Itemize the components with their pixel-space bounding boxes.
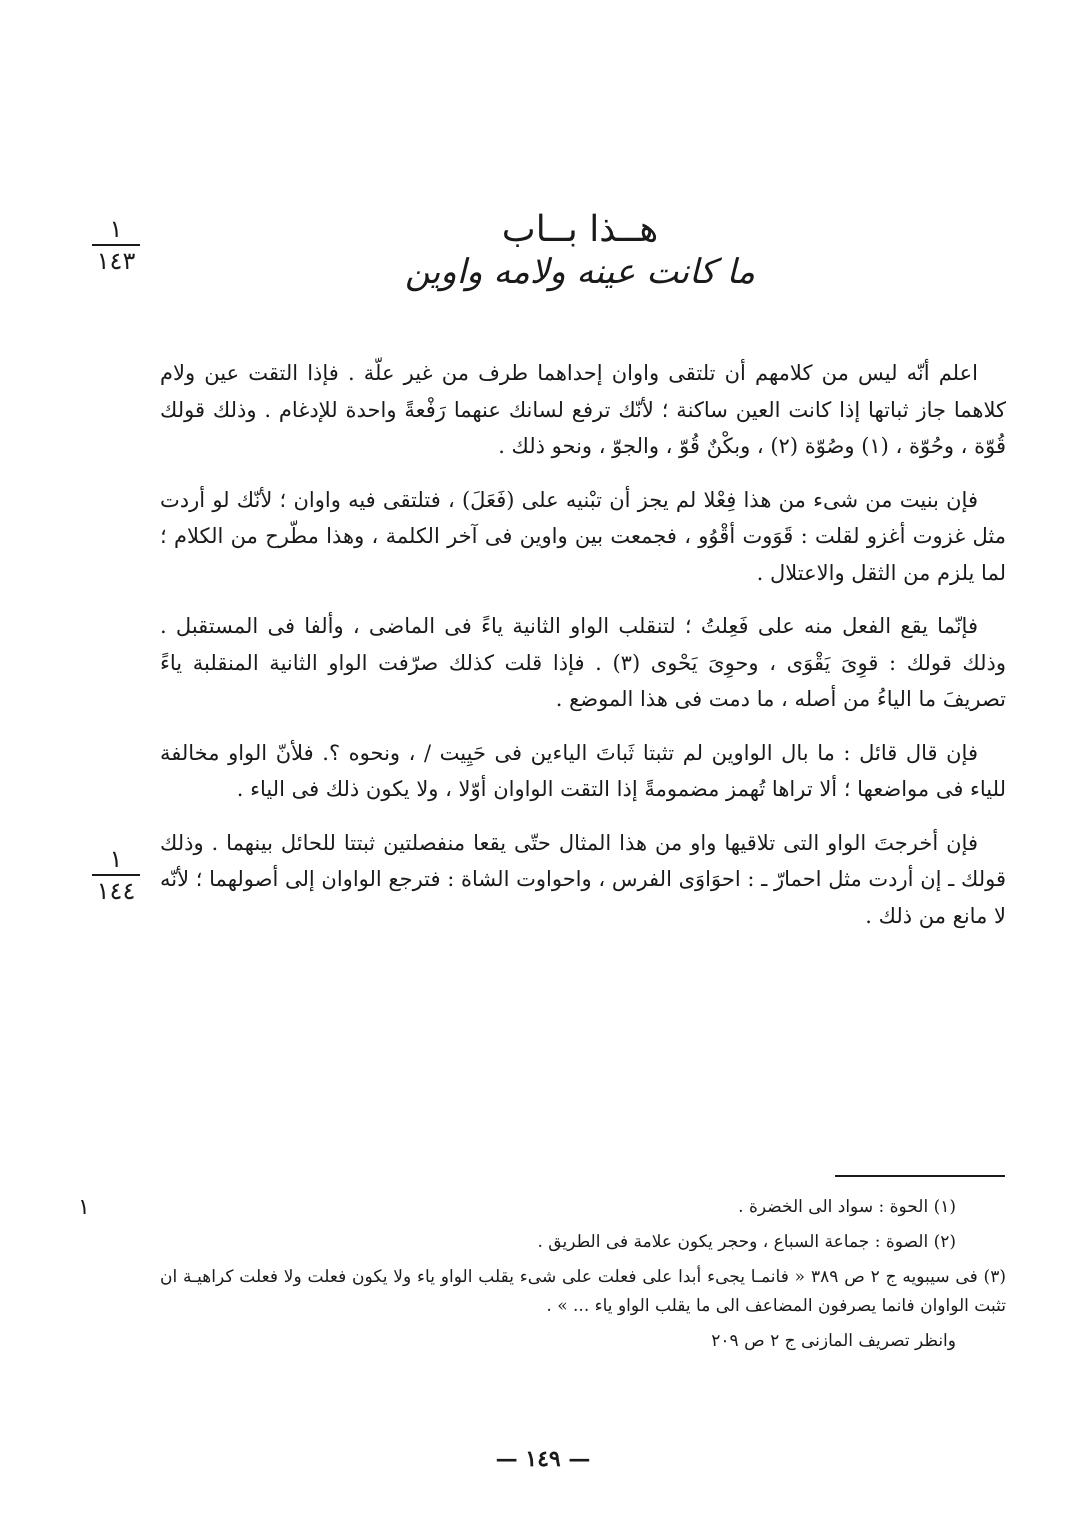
page-number: — ١٤٩ — (495, 1446, 591, 1472)
paragraph: فإن بنيت من شىء من هذا فِعْلا لم يجز أن تبْنيه على (فَعَلَ) ، فتلتقى فيه واوان ؛ لأنّك لو أردت مثل غزوت أغزو لقلت : قَوَوت أقْوُو ، فجمعت بين واوين فى آخر الكلمة ، وهذا مطّرح من الكلام ؛ لما يلزم من الثقل والاعتلال . (160, 487, 1006, 585)
margin-ref-top: ١ (109, 215, 123, 243)
margin-ref-top: ١ (109, 845, 123, 873)
margin-ref-bottom: ١٤٣ (96, 247, 136, 276)
footnote-separator (835, 1175, 1005, 1177)
margin-mark: ١ (78, 1195, 90, 1220)
footnotes (160, 1193, 1006, 1362)
footnote-reference: وانظر تصريف المازنى ج ٢ ص ٢٠٩ (711, 1331, 956, 1351)
paragraph: فإنّما يقع الفعل منه على فَعِلتُ ؛ لتنقلب الواو الثانية ياءً فى الماضى ، وألفا فى المستقبل . وذلك قولك : قوِىَ يَقْوَى ، وحوِىَ يَحْوى (٣) . فإذا قلت كذلك صرّفت الواو الثانية المنقلبة ياءً تصريفَ ما الياءُ من أصله ، ما دمت فى هذا الموضع . (160, 614, 1006, 711)
margin-ref-rule (92, 244, 140, 246)
margin-ref-bottom: ١٤٤ (96, 877, 136, 906)
margin-reference-144 (86, 846, 146, 905)
paragraph: فإن أخرجتَ الواو التى تلاقيها واو من هذا المثال حتّى يقعا منفصلتين ثبتتا للحائل بينهما . وذلك قولك ـ إن أردت مثل احمارّ ـ : احوَاوَى الفرس ، واحواوت الشاة : فترجع الواوان إلى أصولهما ؛ لأنّه لا مانع من ذلك . (160, 830, 1006, 928)
body-text (160, 355, 1006, 951)
chapter-title (350, 210, 810, 294)
paragraph: فإن قال قائل : ما بال الواوين لم تثبتا ثَباتَ الياءين فى حَيِيت / ، ونحوه ؟. فلأنّ الواو مخالفة للياء فى مواضعها ؛ ألا تراها تُهمز مضمومةً إذا التقت الواوان أوّلا ، ولا يكون ذلك فى الياء . (160, 740, 1006, 801)
footnote: (٣) فى سيبويه ج ٢ ص ٣٨٩ « فانمـا يجىء أبدا على فعلت على شىء يقلب الواو ياء ولا يكون فعلت ولا فعلت كراهيـة ان تثبت الواوان فانما يصرفون المضاعف الى ما يقلب الواو ياء ... » . (160, 1267, 1006, 1316)
footnote: (٢) الصوة : جماعة السباع ، وحجر يكون علامة فى الطريق . (537, 1232, 956, 1252)
margin-ref-rule (92, 874, 140, 876)
chapter-title-line2: ما كانت عينه ولامه واوين (404, 252, 756, 292)
chapter-title-line1: هــذا بــاب (501, 209, 659, 250)
footnote: (١) الحوة : سواد الى الخضرة . (738, 1197, 956, 1217)
margin-reference-143 (86, 216, 146, 275)
paragraph: اعلم أنّه ليس من كلامهم أن تلتقى واوان إحداهما طرف من غير علّة . فإذا التقت عين ولام كلاهما جاز ثباتها إذا كانت العين ساكنة ؛ لأنّك ترفع لسانك عنهما رَفْعةً واحدة للإدغام . وذلك قولك قُوّة ، وحُوّة ، (١) وصُوّة (٢) ، وبكْنٌ قُوّ ، والجوّ ، ونحو ذلك . (160, 361, 1006, 458)
